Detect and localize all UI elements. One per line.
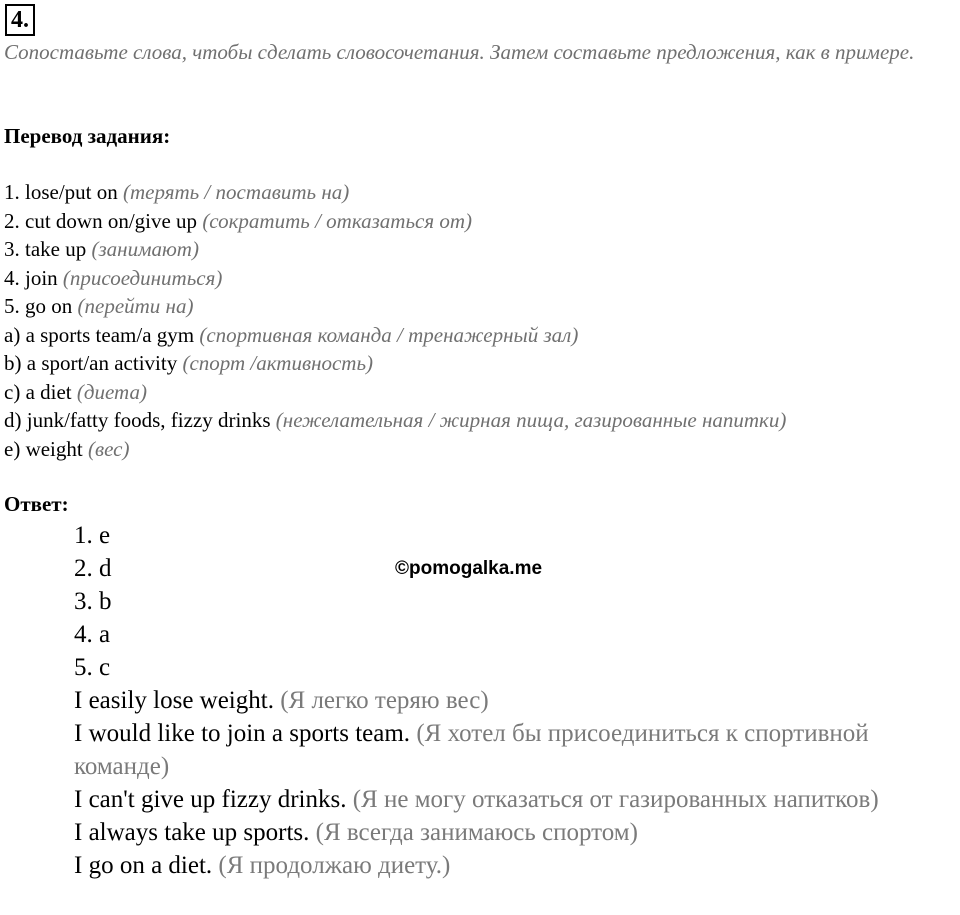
task-translation: (нежелательная / жирная пища, газированные напитки)	[275, 408, 787, 432]
task-list	[4, 178, 786, 463]
task-item	[4, 235, 786, 264]
task-item	[4, 406, 786, 435]
task-text: b) a sport/an activity	[4, 351, 178, 375]
sentence-text: I always take up sports.	[74, 819, 310, 846]
task-translation: (перейти на)	[77, 294, 194, 318]
sentence-item	[74, 717, 914, 783]
answer-item: 1. e	[74, 522, 111, 549]
answer-list	[74, 519, 112, 684]
task-translation: (диета)	[76, 379, 147, 404]
task-item	[4, 207, 786, 236]
task-item	[4, 321, 786, 350]
exercise-number: 4.	[5, 4, 35, 36]
task-translation: (занимают)	[91, 237, 199, 261]
sentence-text: I would like to join a sports team.	[74, 720, 411, 747]
sentence-translation: (Я легко теряю вес)	[280, 687, 489, 714]
task-translation: (спорт /активность)	[182, 351, 374, 375]
task-text: 5. go on	[4, 294, 73, 318]
task-translation: (вес)	[87, 436, 130, 461]
translation-heading: Перевод задания:	[4, 124, 171, 148]
task-text: d) junk/fatty foods, fizzy drinks	[4, 408, 271, 432]
task-item	[4, 292, 786, 321]
sentence-translation: (Я всегда занимаюсь спортом)	[315, 819, 638, 846]
sentence-item	[74, 849, 914, 882]
task-item	[4, 264, 786, 293]
answer-item: 2. d	[74, 555, 112, 582]
watermark: ©pomogalka.me	[395, 558, 543, 579]
task-text: 1. lose/put on	[4, 180, 118, 204]
task-text: 4. join	[4, 265, 58, 290]
task-text: e) weight	[4, 436, 83, 461]
task-translation: (терять / поставить на)	[123, 180, 350, 204]
answer-item: 5. c	[74, 654, 111, 681]
sentence-text: I go on a diet.	[74, 852, 213, 879]
sentence-text: I can't give up fizzy drinks.	[74, 786, 347, 813]
task-translation: (сократить / отказаться от)	[202, 208, 473, 233]
sentence-list	[74, 684, 914, 882]
sentence-translation: (Я продолжаю диету.)	[218, 852, 451, 879]
task-item	[4, 178, 786, 207]
answer-heading: Ответ:	[4, 492, 69, 516]
task-item	[4, 378, 786, 407]
sentence-translation: (Я не могу отказаться от газированных напитков)	[352, 786, 879, 813]
sentence-item	[74, 684, 914, 717]
sentence-item	[74, 783, 914, 816]
task-text: a) a sports team/a gym	[4, 322, 195, 347]
task-text: c) a diet	[4, 379, 72, 404]
instruction-text: Сопоставьте слова, чтобы сделать словосочетания. Затем составьте предложения, как в примере.	[4, 40, 915, 64]
task-translation: (спортивная команда / тренажерный зал)	[199, 322, 579, 347]
task-text: 2. cut down on/give up	[4, 208, 198, 233]
answer-item: 3. b	[74, 588, 112, 615]
answer-item: 4. a	[74, 621, 111, 648]
task-item	[4, 349, 786, 378]
sentence-item	[74, 816, 914, 849]
sentence-translation: (Я хотел бы присоединиться к спортивной команде)	[74, 720, 869, 780]
task-text: 3. take up	[4, 237, 87, 261]
task-translation: (присоединиться)	[62, 265, 223, 290]
sentence-text: I easily lose weight.	[74, 687, 274, 714]
task-item	[4, 435, 786, 464]
